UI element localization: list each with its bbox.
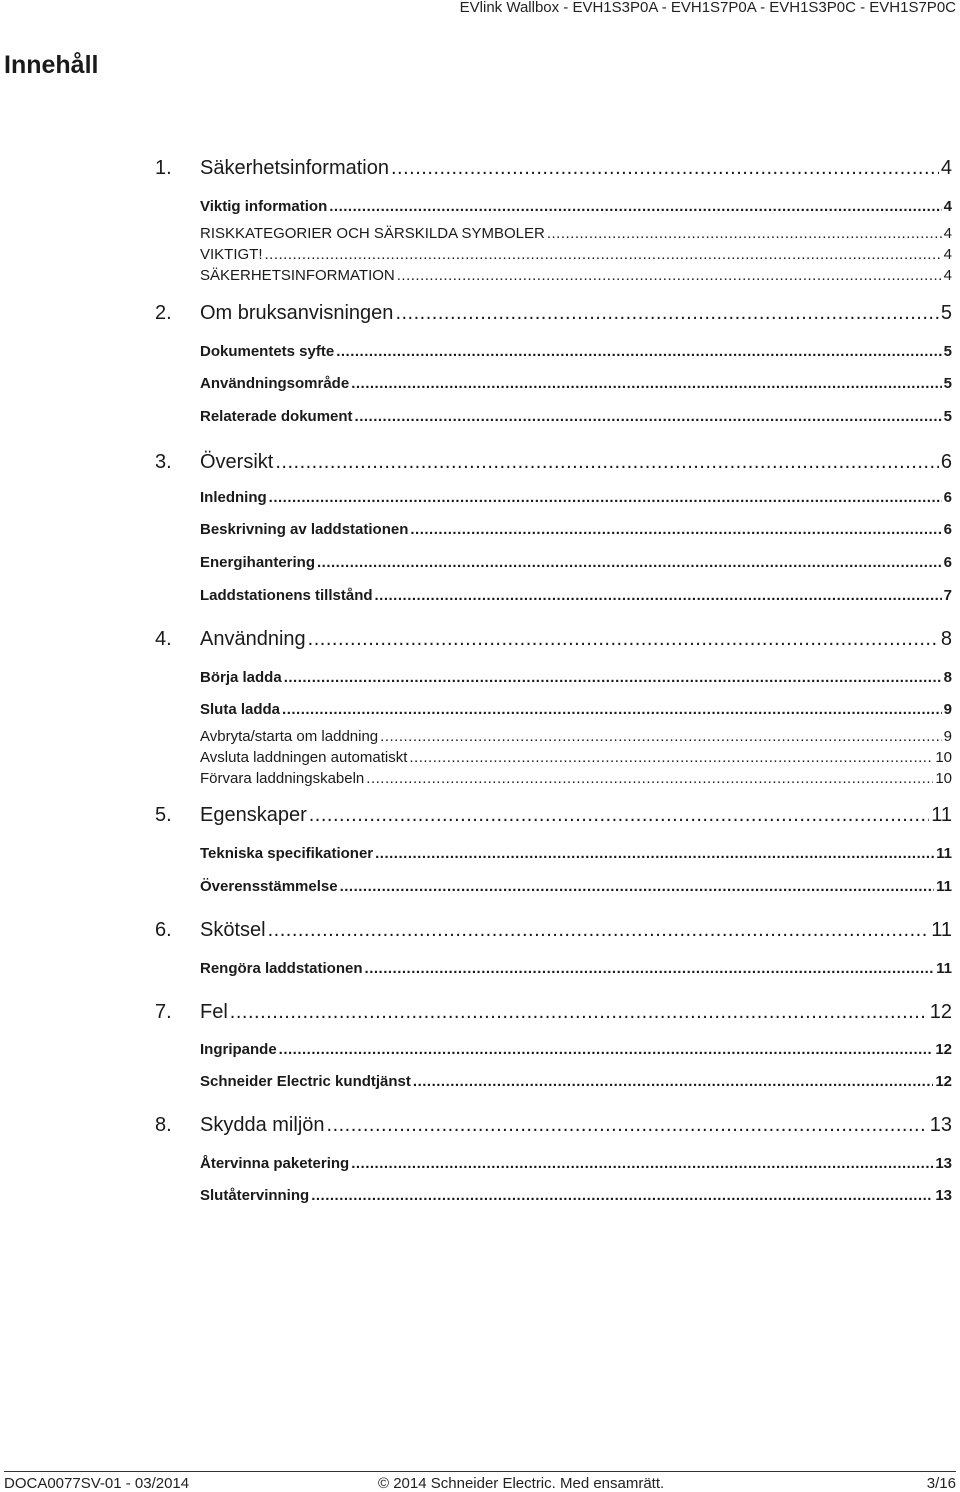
toc-page-number: 6 [943,554,952,571]
toc-dot-leader [317,554,942,572]
toc-section[interactable] [200,408,952,426]
document-header-title: EVlink Wallbox - EVH1S3P0A - EVH1S7P0A - EVH1S3P0C - EVH1S7P0C [459,0,956,16]
toc-entry-title: Tekniska specifikationer [200,845,374,862]
toc-dot-leader [309,803,929,827]
toc-section[interactable] [200,1041,952,1059]
toc-dot-leader [279,1041,934,1059]
toc-entry-title: Användning [200,628,306,650]
toc-dot-leader [410,521,941,539]
toc-dot-leader [230,1000,928,1024]
toc-dot-leader [275,450,939,474]
toc-section[interactable] [200,554,952,572]
toc-section[interactable] [200,878,952,896]
toc-page-number: 10 [935,770,952,787]
toc-page-number: 5 [940,302,952,324]
toc-entry-title: Överensstämmelse [200,878,338,895]
toc-dot-leader [268,918,930,942]
toc-section[interactable] [200,375,952,393]
toc-page-number: 5 [943,343,952,360]
toc-entry-title: Säkerhetsinformation [200,157,389,179]
footer-page-number: 3/16 [926,1475,956,1492]
toc-section[interactable] [200,728,952,746]
toc-page-number: 11 [931,919,952,941]
toc-entry-title: Fel [200,1001,228,1023]
toc-entry-title: Avsluta laddningen automatiskt [200,749,408,766]
toc-page-number: 4 [943,246,952,263]
toc-chapter-number: 1. [155,157,172,179]
toc-entry-title: Relaterade dokument [200,408,353,425]
toc-chapter[interactable] [155,156,952,180]
toc-chapter[interactable] [155,1113,952,1137]
toc-chapter-number: 6. [155,919,172,941]
toc-chapter[interactable] [155,301,952,325]
toc-page-number: 13 [935,1187,952,1204]
toc-page-number: 4 [940,157,952,179]
toc-dot-leader [265,246,942,264]
toc-page-number: 6 [940,451,952,473]
toc-page-number: 5 [943,408,952,425]
toc-page-number: 6 [943,521,952,538]
toc-page-number: 8 [940,628,952,650]
toc-dot-leader [336,343,941,361]
toc-page-number: 4 [943,267,952,284]
toc-dot-leader [340,878,935,896]
toc-dot-leader [409,749,933,767]
toc-entry-title: Egenskaper [200,804,307,826]
toc-dot-leader [380,728,942,746]
toc-entry-title: SÄKERHETSINFORMATION [200,267,395,284]
toc-dot-leader [375,845,934,863]
toc-entry-title: Sluta ladda [200,701,281,718]
toc-entry-title: Rengöra laddstationen [200,960,363,977]
toc-chapter-number: 8. [155,1114,172,1136]
toc-page-number: 13 [929,1114,952,1136]
toc-section[interactable] [200,198,952,216]
toc-page-number: 9 [943,701,952,718]
toc-dot-leader [365,960,935,978]
toc-section[interactable] [200,587,952,605]
toc-chapter-number: 3. [155,451,172,473]
footer-divider [4,1471,956,1472]
toc-page-number: 11 [936,960,952,977]
toc-section[interactable] [200,701,952,719]
toc-entry-title: Energihantering [200,554,316,571]
toc-page-number: 13 [935,1155,952,1172]
toc-page-number: 12 [935,1041,952,1058]
toc-entry-title: RISKKATEGORIER OCH SÄRSKILDA SYMBOLER [200,225,545,242]
toc-entry-title: Viktig information [200,198,328,215]
toc-section[interactable] [200,749,952,767]
toc-chapter-number: 4. [155,628,172,650]
page-title: Innehåll [4,51,99,79]
toc-entry-title: Schneider Electric kundtjänst [200,1073,411,1090]
toc-chapter[interactable] [155,918,952,942]
toc-page-number: 4 [943,225,952,242]
toc-entry-title: Dokumentets syfte [200,343,335,360]
toc-dot-leader [327,1113,928,1137]
toc-chapter-number: 5. [155,804,172,826]
toc-entry-title: Börja ladda [200,669,282,686]
toc-dot-leader [355,408,942,426]
toc-entry-title: Ingripande [200,1041,277,1058]
toc-page-number: 6 [943,489,952,506]
toc-page-number: 4 [943,198,952,215]
toc-entry-title: Skydda miljön [200,1114,325,1136]
toc-entry-title: Skötsel [200,919,266,941]
toc-entry-title: Användningsområde [200,375,350,392]
toc-section[interactable] [200,521,952,539]
toc-entry-title: Förvara laddningskabeln [200,770,365,787]
toc-section[interactable] [200,960,952,978]
toc-entry-title: Beskrivning av laddstationen [200,521,409,538]
toc-chapter-number: 2. [155,302,172,324]
toc-section[interactable] [200,246,952,264]
toc-page-number: 12 [929,1001,952,1023]
toc-page-number: 7 [943,587,952,604]
toc-entry-title: Återvinna paketering [200,1155,350,1172]
toc-dot-leader [395,301,938,325]
toc-page-number: 8 [943,669,952,686]
toc-section[interactable] [200,343,952,361]
toc-dot-leader [282,701,942,719]
footer-copyright: © 2014 Schneider Electric. Med ensamrätt. [378,1475,665,1492]
toc-page-number: 5 [943,375,952,392]
toc-section[interactable] [200,1155,952,1173]
toc-chapter-number: 7. [155,1001,172,1023]
toc-entry-title: Om bruksanvisningen [200,302,394,324]
toc-page-number: 12 [935,1073,952,1090]
toc-dot-leader [284,669,942,687]
toc-section[interactable] [200,489,952,507]
toc-dot-leader [351,1155,933,1173]
toc-entry-title: Inledning [200,489,267,506]
toc-page-number: 10 [935,749,952,766]
toc-dot-leader [397,267,942,285]
toc-chapter[interactable] [155,803,952,827]
toc-entry-title: Avbryta/starta om laddning [200,728,379,745]
toc-dot-leader [308,627,939,651]
toc-dot-leader [366,770,933,788]
toc-dot-leader [375,587,942,605]
toc-entry-title: VIKTIGT! [200,246,263,263]
toc-page-number: 11 [936,845,952,862]
toc-chapter[interactable] [155,627,952,651]
toc-entry-title: Översikt [200,451,274,473]
toc-section[interactable] [200,845,952,863]
toc-dot-leader [391,156,939,180]
toc-chapter[interactable] [155,1000,952,1024]
toc-section[interactable] [200,225,952,243]
footer-doc-id: DOCA0077SV-01 - 03/2014 [4,1475,190,1492]
toc-entry-title: Laddstationens tillstånd [200,587,373,604]
toc-page-number: 9 [943,728,952,745]
toc-chapter[interactable] [155,450,952,474]
toc-section[interactable] [200,267,952,285]
toc-dot-leader [413,1073,933,1091]
toc-dot-leader [547,225,942,243]
toc-dot-leader [351,375,941,393]
toc-dot-leader [269,489,942,507]
toc-section[interactable] [200,1187,952,1205]
toc-dot-leader [329,198,941,216]
toc-entry-title: Slutåtervinning [200,1187,310,1204]
toc-section[interactable] [200,770,952,788]
toc-dot-leader [311,1187,933,1205]
toc-page-number: 11 [936,878,952,895]
toc-section[interactable] [200,1073,952,1091]
toc-section[interactable] [200,669,952,687]
toc-page-number: 11 [931,804,952,826]
